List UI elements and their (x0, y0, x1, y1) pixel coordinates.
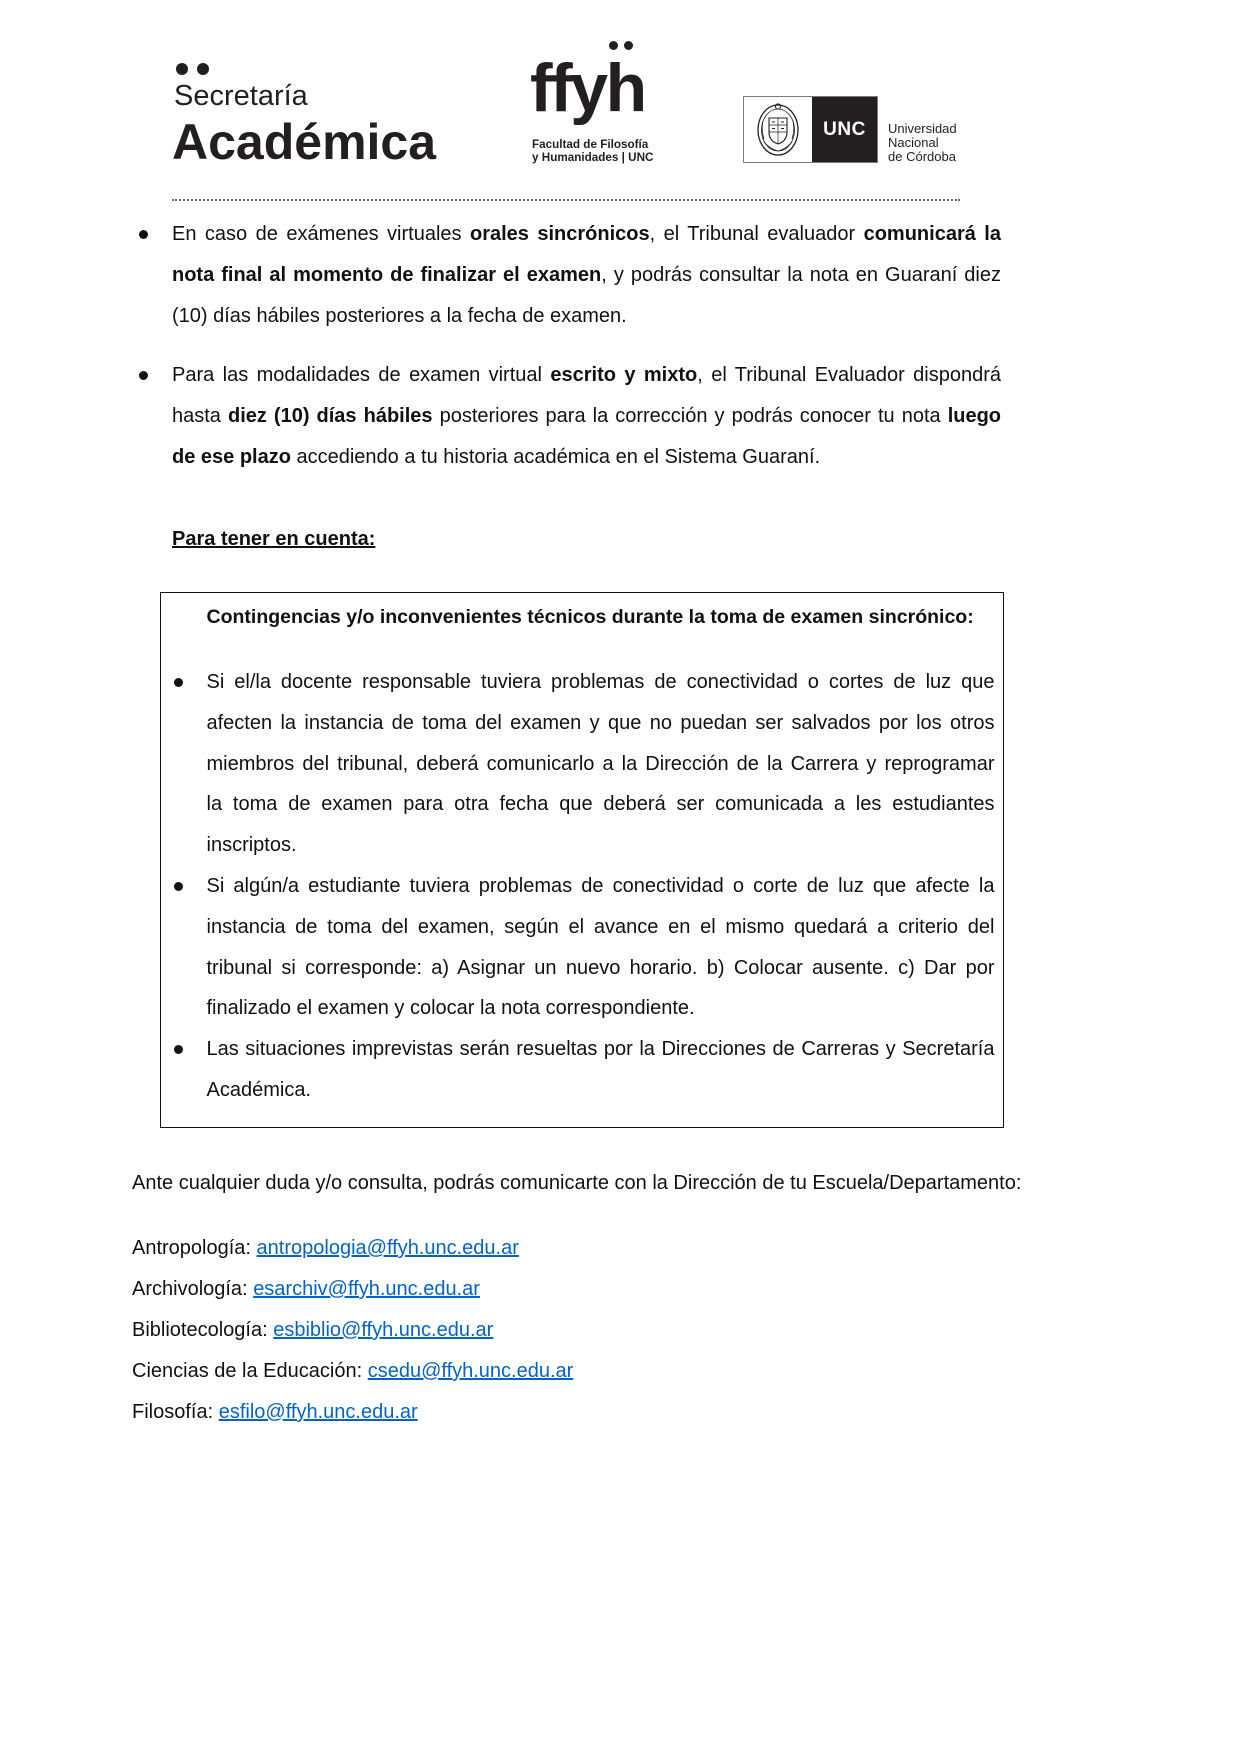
text-run: instancia de toma del examen, según el avance en el mismo quedará a criterio del (206, 915, 995, 938)
text-line (207, 744, 995, 785)
unc-name-text (888, 122, 957, 164)
department-email-link[interactable]: csedu@ffyh.unc.edu.ar (367, 1360, 574, 1382)
department-email-link[interactable]: esbiblio@ffyh.unc.edu.ar (273, 1319, 494, 1341)
logo-academica-text: Académica (172, 114, 437, 170)
contingencies-box (160, 592, 1004, 1128)
bullet-marker (171, 866, 207, 907)
text-run: Para las modalidades de examen virtual (172, 364, 551, 386)
logo-dot-icon (609, 41, 618, 50)
text-line (207, 988, 995, 1029)
bold-text-run: de ese plazo (172, 446, 291, 468)
text-run: hasta (172, 405, 228, 427)
bold-text-run: luego (947, 405, 1002, 427)
contingencies-list (171, 662, 995, 1111)
ffyh-logo-line1: Facultad de Filosofía (532, 138, 649, 151)
header-divider (172, 199, 960, 201)
ffyh-logo (528, 38, 656, 168)
department-name: Archivología: (132, 1278, 248, 1300)
unc-logo-frame (743, 96, 878, 163)
text-line (172, 296, 1001, 337)
logo-secretaria-text: Secretaría (174, 80, 308, 112)
text-run: Si algún/a estudiante tuviera problemas de conectividad o corte de luz que afecte la (206, 874, 995, 897)
text-run: Académica. (206, 1078, 311, 1101)
text-run: finalizado el examen y colocar la nota correspondiente. (206, 997, 695, 1020)
text-line (207, 825, 995, 866)
list-item (171, 866, 995, 1029)
bullet-icon (139, 230, 148, 239)
text-line (207, 866, 995, 907)
text-line (172, 437, 1001, 478)
department-contact-row (132, 1310, 832, 1351)
list-item (136, 214, 1001, 337)
unc-seal-icon (744, 97, 812, 162)
text-line (207, 948, 995, 989)
text-run: tribunal si corresponde: a) Asignar un nuevo horario. b) Colocar ausente. c) Dar por (206, 956, 995, 979)
list-item (171, 1029, 995, 1111)
text-line (172, 355, 1001, 396)
department-email-link[interactable]: esarchiv@ffyh.unc.edu.ar (253, 1278, 480, 1300)
text-run: la toma de examen para otra fecha que deberá ser comunicada a les estudiantes (206, 793, 995, 816)
unc-name-line3: de Córdoba (888, 149, 956, 164)
logo-dot-icon (197, 63, 209, 75)
text-line (207, 784, 995, 825)
list-item (171, 662, 995, 866)
exam-notes-list (136, 214, 1001, 496)
logo-dot-icon (176, 63, 188, 75)
bullet-icon (174, 882, 183, 891)
logo-dot-icon (624, 41, 633, 50)
text-run: (10) días hábiles posteriores a la fecha de examen. (172, 305, 627, 327)
bold-text-run: nota final al momento de finalizar el examen (172, 264, 602, 286)
bullet-marker (136, 355, 172, 396)
bullet-marker (171, 1029, 207, 1070)
text-run: , y podrás consultar la nota en Guaraní diez (601, 264, 1001, 286)
text-line (172, 214, 1001, 255)
bold-text-run: diez (10) días hábiles (227, 405, 433, 427)
text-run: inscriptos. (206, 834, 297, 857)
bullet-icon (174, 678, 183, 687)
ffyh-logo-line2: y Humanidades | UNC (532, 151, 654, 164)
department-email-link[interactable]: antropologia@ffyh.unc.edu.ar (256, 1237, 519, 1259)
text-run: accediendo a tu historia académica en el Sistema Guaraní. (290, 446, 821, 468)
text-run: miembros del tribunal, deberá comunicarlo a la Dirección de la Carrera y reprogramar (206, 752, 995, 775)
department-name: Filosofía: (132, 1401, 214, 1423)
bullet-icon (174, 1045, 183, 1054)
unc-logo (743, 96, 965, 163)
text-run: Si el/la docente responsable tuviera problemas de conectividad o cortes de luz que (206, 671, 995, 693)
text-line (207, 662, 995, 703)
text-run: , el Tribunal evaluador (649, 223, 864, 245)
contingency-text (207, 866, 995, 1029)
department-email-link[interactable]: esfilo@ffyh.unc.edu.ar (218, 1401, 418, 1423)
contingency-text (207, 662, 995, 866)
text-line (207, 1070, 995, 1111)
bullet-marker (136, 214, 172, 255)
text-line (172, 396, 1001, 437)
bullet-icon (139, 371, 148, 380)
department-contact-row (132, 1351, 832, 1392)
text-run: Las situaciones imprevistas serán resueltas por la Direcciones de Carreras y Secretaría (206, 1038, 995, 1061)
bullet-marker (171, 662, 207, 703)
reminder-heading: Para tener en cuenta: (172, 528, 376, 550)
text-line (207, 703, 995, 744)
unc-name-line1: Universidad (888, 121, 957, 136)
text-run: posteriores para la corrección y podrás conocer tu nota (432, 405, 948, 427)
unc-name-line2: Nacional (888, 135, 939, 150)
department-contacts (132, 1228, 832, 1433)
bold-text-run: comunicará la (863, 223, 1001, 245)
contingency-text (207, 1029, 995, 1111)
ffyh-wordmark: ffyh (530, 50, 645, 126)
contingencies-title: Contingencias y/o inconvenientes técnicos durante la toma de examen sincrónico: (206, 606, 974, 628)
text-line (172, 255, 1001, 296)
text-run: afecten la instancia de toma del examen y que no puedan ser salvados por los otros (206, 711, 995, 734)
unc-acronym: UNC (823, 118, 866, 140)
department-name: Bibliotecología: (132, 1319, 268, 1341)
secretaria-academica-logo (172, 60, 447, 168)
department-name: Antropología: (132, 1237, 251, 1259)
text-run: , el Tribunal Evaluador dispondrá (697, 364, 1002, 386)
contact-intro: Ante cualquier duda y/o consulta, podrás comunicarte con la Dirección de tu Escuela/Departamento: (132, 1172, 1022, 1194)
text-line (207, 907, 995, 948)
department-name: Ciencias de la Educación: (132, 1360, 363, 1382)
department-contact-row (132, 1269, 832, 1310)
bold-text-run: orales sincrónicos (469, 223, 650, 245)
list-item (136, 355, 1001, 478)
text-run: En caso de exámenes virtuales (172, 223, 470, 245)
exam-note-text (172, 214, 1001, 337)
text-line (207, 1029, 995, 1070)
exam-note-text (172, 355, 1001, 478)
bold-text-run: escrito y mixto (550, 364, 698, 386)
department-contact-row (132, 1392, 832, 1433)
unc-acronym-block (812, 97, 877, 162)
department-contact-row (132, 1228, 832, 1269)
